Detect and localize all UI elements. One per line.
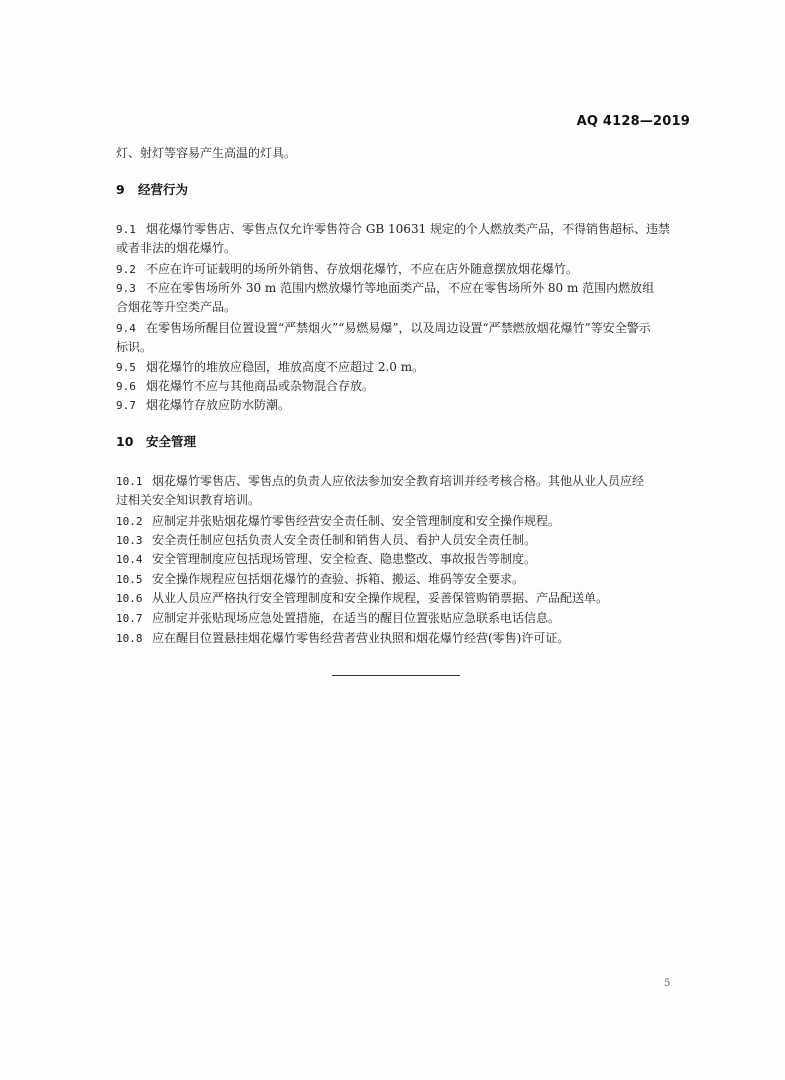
clause-number: 10.7 — [116, 612, 143, 625]
clause-text: 在零售场所醒目位置设置“严禁烟火”“易燃易爆”，以及周边设置“严禁燃放烟花爆竹”等安全警示 — [146, 321, 651, 335]
clause-10-3 — [116, 532, 696, 549]
clause-9-1 — [116, 221, 696, 238]
section-title: 经营行为 — [138, 182, 189, 197]
clause-number: 10.5 — [116, 573, 143, 586]
section-title: 安全管理 — [146, 434, 197, 449]
clause-text: 应制定并张贴烟花爆竹零售经营安全责任制、安全管理制度和安全操作规程。 — [152, 514, 561, 528]
clause-number: 10.4 — [116, 553, 143, 566]
clause-9-4 — [116, 320, 696, 337]
section-10-heading — [116, 433, 196, 450]
clause-text: 烟花爆竹不应与其他商品或杂物混合存放。 — [146, 379, 375, 393]
clause-text: 烟花爆竹的堆放应稳固，堆放高度不应超过 2.0 m。 — [146, 360, 425, 374]
clause-10-4 — [116, 551, 696, 568]
clause-text: 烟花爆竹存放应防水防潮。 — [146, 398, 291, 412]
clause-10-5 — [116, 571, 696, 588]
clause-number: 9.5 — [116, 361, 136, 374]
section-number: 10 — [116, 434, 134, 449]
clause-number: 10.8 — [116, 632, 143, 645]
clause-number: 10.1 — [116, 475, 143, 488]
continuation-text: 灯、射灯等容易产生高温的灯具。 — [116, 146, 297, 160]
clause-9-6 — [116, 378, 696, 395]
clause-number: 9.7 — [116, 399, 136, 412]
clause-number: 10.6 — [116, 592, 143, 605]
clause-text: 烟花爆竹零售店、零售点的负责人应依法参加安全教育培训并经考核合格。其他从业人员应经 — [152, 474, 645, 488]
clause-text: 从业人员应严格执行安全管理制度和安全操作规程，妥善保管购销票据、产品配送单。 — [152, 591, 609, 605]
clause-10-6 — [116, 590, 696, 607]
clause-text: 烟花爆竹零售店、零售点仅允许零售符合 GB 10631 规定的个人燃放类产品，不得销售超标、违禁 — [146, 222, 671, 236]
clause-9-3-cont: 合烟花等升空类产品。 — [116, 300, 237, 314]
section-9-heading — [116, 181, 188, 198]
clause-text: 安全管理制度应包括现场管理、安全检查、隐患整改、事故报告等制度。 — [152, 552, 537, 566]
section-number: 9 — [116, 182, 125, 197]
clause-number: 9.2 — [116, 263, 136, 276]
clause-10-1 — [116, 473, 696, 490]
clause-number: 9.1 — [116, 223, 136, 236]
clause-number: 9.6 — [116, 380, 136, 393]
clause-9-1-cont: 或者非法的烟花爆竹。 — [116, 241, 237, 255]
clause-text: 不应在许可证载明的场所外销售、存放烟花爆竹，不应在店外随意摆放烟花爆竹。 — [146, 262, 579, 276]
clause-10-8 — [116, 630, 696, 647]
clause-10-2 — [116, 513, 696, 530]
page-number: 5 — [664, 978, 671, 989]
clause-number: 10.2 — [116, 515, 143, 528]
clause-number: 10.3 — [116, 534, 143, 547]
standard-code: AQ 4128—2019 — [576, 114, 690, 129]
clause-9-3 — [116, 280, 696, 297]
end-rule — [332, 675, 460, 676]
clause-number: 9.4 — [116, 322, 136, 335]
clause-text: 应在醒目位置悬挂烟花爆竹零售经营者营业执照和烟花爆竹经营(零售)许可证。 — [152, 631, 570, 645]
clause-text: 安全责任制应包括负责人安全责任制和销售人员、看护人员安全责任制。 — [152, 533, 537, 547]
clause-text: 应制定并张贴现场应急处置措施，在适当的醒目位置张贴应急联系电话信息。 — [152, 611, 561, 625]
clause-number: 9.3 — [116, 282, 136, 295]
clause-text: 不应在零售场所外 30 m 范围内燃放爆竹等地面类产品，不应在零售场所外 80 m 范围内燃放组 — [146, 281, 655, 295]
clause-9-2 — [116, 261, 696, 278]
clause-10-1-cont: 过相关安全知识教育培训。 — [116, 493, 261, 507]
clause-9-4-cont: 标识。 — [116, 340, 153, 354]
clause-text: 安全操作规程应包括烟花爆竹的查验、拆箱、搬运、堆码等安全要求。 — [152, 572, 525, 586]
clause-9-5 — [116, 359, 696, 376]
clause-9-7 — [116, 397, 696, 414]
clause-10-7 — [116, 610, 696, 627]
